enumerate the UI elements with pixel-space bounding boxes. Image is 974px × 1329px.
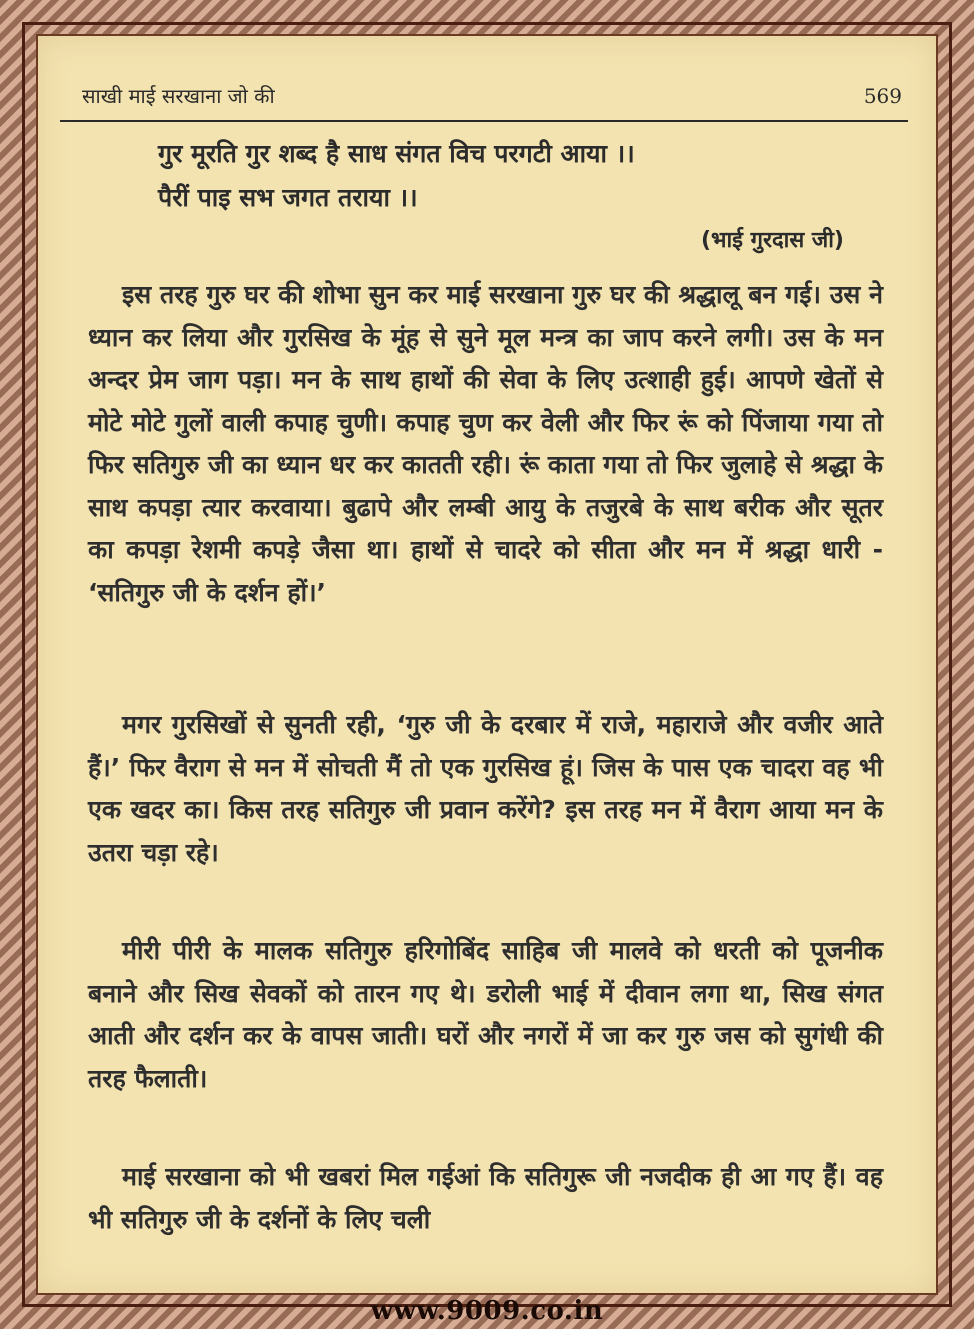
paragraph-3: मीरी पीरी के मालक सतिगुरु हरिगोबिंद साहिब जी मालवे को धरती को पूजनीक बनाने और सिख सेवकों को तारन गए थे। डरोली भाई में दीवान लगा था, सिख संगत आती और दर्शन कर के वापस जाती। घरों और नगरों में जा कर गुरु जस को सुगंधी की तरह फैलाती।: [88, 936, 883, 1093]
chapter-title: साखी माई सरखाना जो की: [82, 84, 275, 108]
book-page: [36, 34, 938, 1295]
verse-line-1: गुर मूरति गुर शब्द है साध संगत विच परगटी आया ।।: [158, 139, 635, 168]
page-number: 569: [863, 84, 902, 108]
header-rule: [60, 120, 908, 122]
verse-line-2: पैरीं पाइ सभ जगत तराया ।।: [158, 183, 418, 212]
site-watermark: www.9009.co.in: [370, 1296, 604, 1326]
paragraph-1: इस तरह गुरु घर की शोभा सुन कर माई सरखाना गुरु घर की श्रद्धालू बन गई। उस ने ध्यान कर लिया और गुरसिख के मूंह से सुने मूल मन्त्र का जाप करने लगी। उस के मन अन्दर प्रेम जाग पड़ा। मन के साथ हाथों की सेवा के लिए उत्शाही हुई। आपणे खेतों से मोटे मोटे गुलों वाली कपाह चुणी। कपाह चुण कर वेली और फिर रूं को पिंजाया गया तो फिर सतिगुरु जी का ध्यान धर कर कातती रही। रूं काता गया तो फिर जुलाहे से श्रद्धा के साथ कपड़ा त्यार करवाया। बुढापे और लम्बी आयु के तजुरबे के साथ बरीक और सूतर का कपड़ा रेशमी कपड़े जैसा था। हाथों से चादरे को सीता और मन में श्रद्धा धारी - ‘सतिगुरु जी के दर्शन हों।’: [88, 280, 883, 607]
verse-attribution: (भाई गुरदास जी): [700, 228, 844, 253]
running-header: [82, 82, 902, 112]
paragraph-2: मगर गुरसिखों से सुनती रही, ‘गुरु जी के दरबार में राजे, महाराजे और वजीर आते हैं।’ फिर वैराग से मन में सोचती मैं तो एक गुरसिख हूं। जिस के पास एक चादरा वह भी एक खदर का। किस तरह सतिगुरु जी प्रवान करेंगे? इस तरह मन में वैराग आया मन के उतरा चड़ा रहे।: [88, 710, 883, 867]
paragraph-4: माई सरखाना को भी खबरां मिल गईआं कि सतिगुरू जी नजदीक ही आ गए हैं। वह भी सतिगुरु जी के दर्शनों के लिए चली: [88, 1162, 883, 1234]
